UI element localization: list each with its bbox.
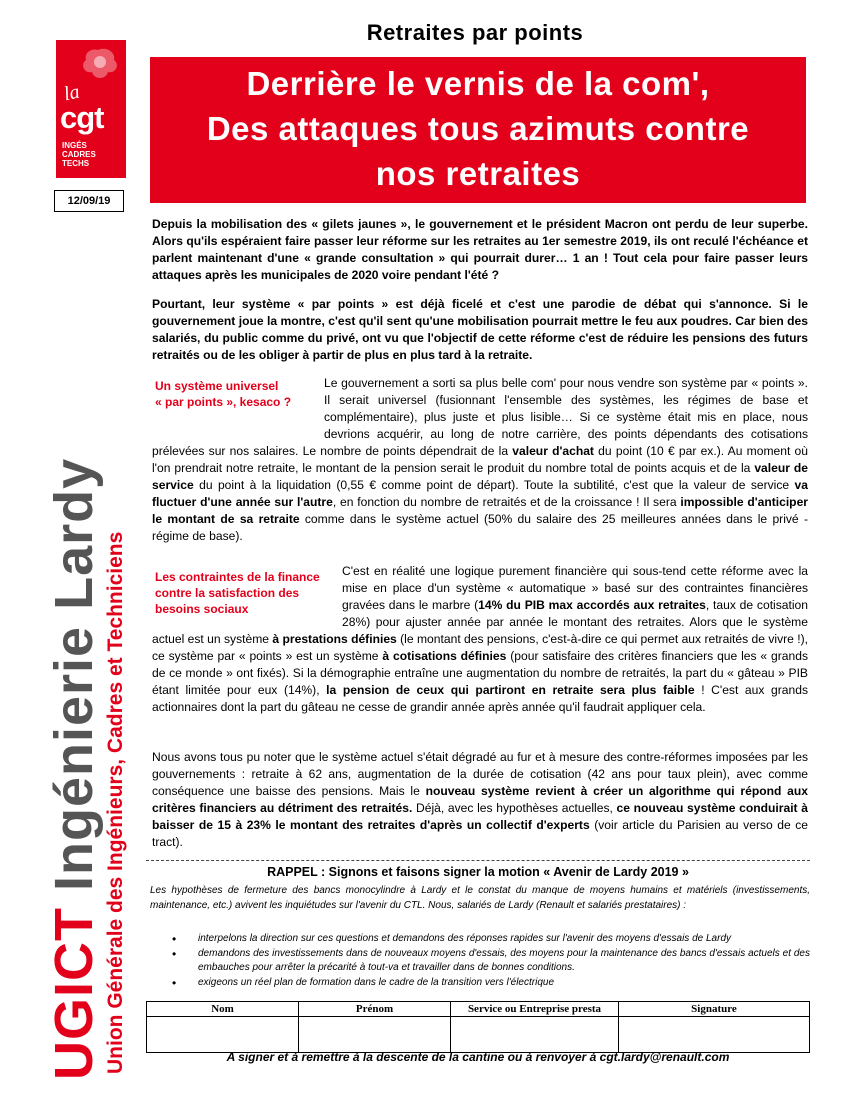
list-item: • demandons des investissements dans de nouveaux moyens d'essais, des moyens pour la maintenance des bancs d'essais actuels et des embauches pour arrêter la précarité à tout-va et travailler dans de bonnes conditions.: [168, 947, 810, 976]
service-cell[interactable]: [451, 1017, 619, 1053]
logo-cgt: cgt: [60, 100, 104, 135]
signature-table: [146, 1001, 810, 1053]
org-short: UGICT: [44, 907, 104, 1080]
list-item: • interpelons la direction sur ces questions et demandons des réponses rapides sur l'avenir des moyens d'essais de Lardy: [168, 932, 810, 947]
section-3-text: Nous avons tous pu noter que le système actuel s'était dégradé au fur et à mesure des contre-réformes imposées par les gouvernements : retraite à 62 ans, augmentation de la durée de cotisation (42 ans pour taux plein), avec comme conséquence une baisse des pensions. Mais le nouveau système revient à créer un algorithme qui répond aux critères financiers au détriment des retraités. Déjà, avec les hypothèses actuelles, ce nouveau système conduirait à baisser de 15 à 23% le montant des retraites d'après un collectif d'experts (voir article du Parisien au verso de ce tract).: [152, 750, 808, 849]
rappel-body: Les hypothèses de fermeture des bancs monocylindre à Lardy et le constat du manque de moyens humains et matériels (investissements, maintenance, etc.) avivent les inquiétudes sur l'avenir du CTL. Nous, salariés de Lardy (Renault et salariés prestataires) :: [150, 885, 810, 911]
column-header-nom: Nom: [147, 1002, 299, 1017]
vertical-banner: [46, 420, 136, 1080]
list-item: • exigeons un réel plan de formation dans le cadre de la transition vers l'électrique: [168, 976, 810, 991]
signature-cell[interactable]: [619, 1017, 810, 1053]
date-box: 12/09/19: [54, 190, 124, 212]
side-heading-1: Un système universel « par points », kesaco ?: [155, 379, 292, 409]
flower-icon: [76, 46, 120, 86]
kicker: Retraites par points: [366, 20, 584, 45]
intro-paragraph-1: Depuis la mobilisation des « gilets jaunes », le gouvernement et le président Macron ont perdu de leur superbe. Alors qu'ils espéraient faire passer leur réforme sur les retraites au 1er semestre 2019, ils ont reculé l'échéance et parlent maintenant d'une « grande consultation » qui pourrait durer… 1 an ! Tout cela pour faire passer leurs attaques après les municipales de 2020 voire pendant l'été ?: [152, 217, 808, 282]
table-row: [147, 1017, 810, 1053]
footer-note: A signer et à remettre à la descente de la cantine ou à renvoyer à cgt.lardy@renault.com: [226, 1050, 730, 1064]
title-line: nos retraites: [375, 155, 581, 192]
site-name: Ingénierie Lardy: [44, 457, 104, 891]
prenom-cell[interactable]: [299, 1017, 451, 1053]
nom-cell[interactable]: [147, 1017, 299, 1053]
dashed-divider: [146, 860, 810, 861]
title-banner: [150, 57, 806, 203]
title-line: Derrière le vernis de la com',: [246, 65, 710, 102]
column-header-service: Service ou Entreprise presta: [451, 1002, 619, 1017]
column-header-prenom: Prénom: [299, 1002, 451, 1017]
intro-paragraph-2: Pourtant, leur système « par points » est déjà ficelé et c'est une parodie de débat qui s'annonce. Si le gouvernement joue la montre, c'est qu'il sent qu'une mobilisation pourrait mettre le feu aux poudres. Car bien des salariés, du public comme du privé, ont vu que l'objectif de cette réforme c'est de réduire les pensions des futurs retraités ou de les obliger à partir de plus en plus tard à la retraite.: [152, 297, 808, 362]
section-2-text: C'est en réalité une logique purement financière qui sous-tend cette réforme avec la mise en place d'un système « automatique » basé sur des contraintes financières gravées dans le marbre (14% du PIB max accordés aux retraites, taux de cotisation 28%) pour ajuster année par année le montant des retraites. Alors que le système actuel est un système à prestations définies (le montant des pensions, c'est-à-dire ce qui permet aux retraités de vivre !), ce système par « points » est un système à cotisations définies (pour satisfaire des critères financiers que les « grands de ce monde » ont fixés). Si la démographie entraîne une augmentation du nombre de retraités, la part du « gâteau » PIB étant limitée pour eux (14%), la pension de ceux qui partiront en retraite sera plus faible ! C'est aux grands actionnaires dont la part du gâteau ne cesse de grandir année après année qu'il faudrait appliquer cela.: [152, 564, 809, 714]
logo-subtitle: INGÉS CADRES TECHS: [62, 141, 96, 168]
section-1-text: Le gouvernement a sorti sa plus belle com' pour nous vendre son système par « points ». Il serait universel (fusionnant l'ensemble des systèmes, les régimes de base et complémentaire), plus juste et plus lisible… Si ce système était mis en place, nous devrions acquérir, au long de notre carrière, des points dépendants des cotisations prélevées sur nos salaires. Le nombre de points dépendrait de la valeur d'achat du point (10 € par ex.). Au moment où l'on prendrait notre retraite, le montant de la pension serait le produit du nombre total de points acquis et de la valeur de service du point à la liquidation (0,55 € comme point de départ). Toute la subtilité, c'est que la valeur de service va fluctuer d'une année sur l'autre, en fonction du nombre de retraités et de la croissance ! Il sera impossible d'anticiper le montant de sa retraite comme dans le système actuel (50% du salaire des 25 meilleures années dans le privé - régime de base).: [152, 376, 809, 543]
rappel-title: RAPPEL : Signons et faisons signer la motion « Avenir de Lardy 2019 »: [267, 865, 689, 879]
org-long: Union Générale des Ingénieurs, Cadres et Techniciens: [104, 531, 127, 1074]
vertical-title: [46, 420, 102, 1080]
cgt-logo: [56, 40, 126, 178]
title-line: Des attaques tous azimuts contre: [206, 110, 750, 147]
rappel-list: [168, 932, 810, 990]
logo-la: la: [61, 80, 82, 106]
side-heading-2: Les contraintes de la finance contre la satisfaction des besoins sociaux: [155, 570, 320, 616]
column-header-signature: Signature: [619, 1002, 810, 1017]
